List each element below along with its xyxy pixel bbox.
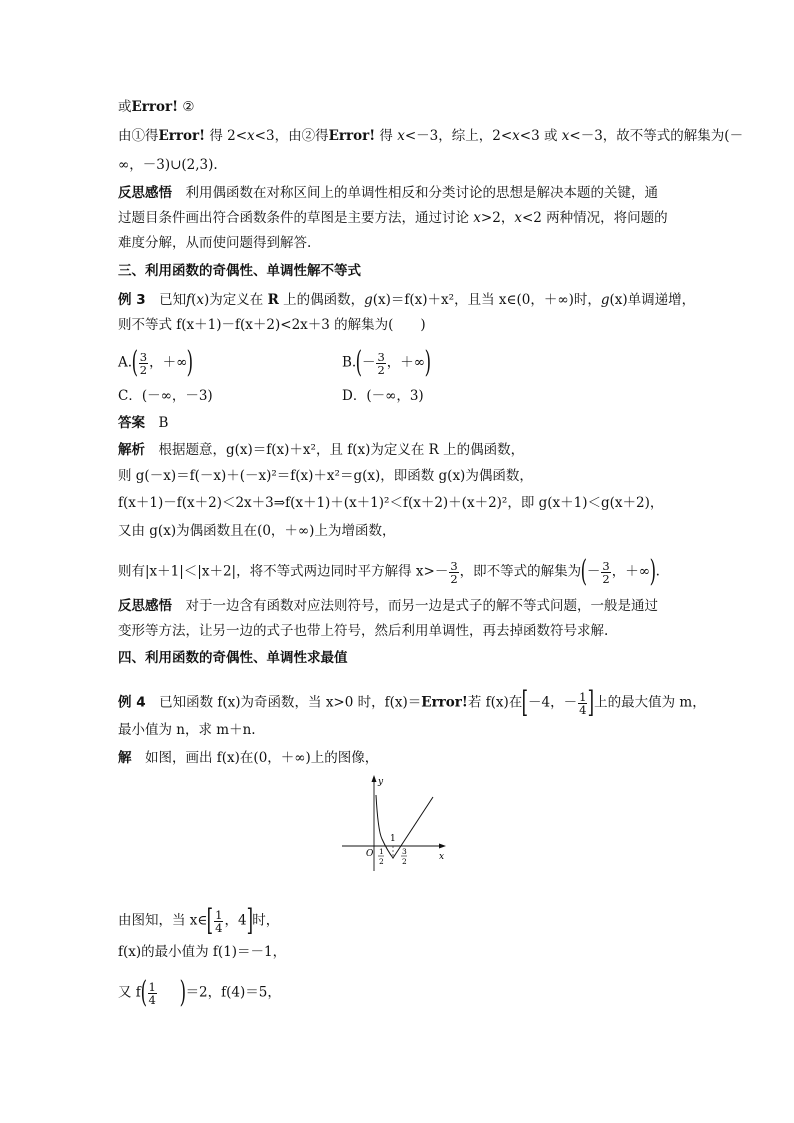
line-case2: 或Error! ② [118,99,195,115]
one-label: 1 [390,834,396,844]
line-case-solution: 由①得Error! 得 2<x<3，由②得Error! 得 x<－3，综上，2<x<3 或 x<－3，故不等式的解集为(－ [118,128,744,144]
analysis-line1: 解析 根据题意，g(x)＝f(x)＋x²，且 f(x)为定义在 R 上的偶函数， [118,442,525,458]
reflection-2-line2: 变形等方法，让另一边的式子也带上符号，然后利用单调性，再去掉函数符号求解. [118,623,609,639]
option-b: B.(－ $\frac{3}{2}$ ，＋∞) [342,345,432,380]
x-label: x [439,852,445,862]
y-label: y [378,777,384,787]
analysis-line2: 则 g(－x)＝f(－x)＋(－x)²＝f(x)＋x²＝g(x)，即函数 g(x)为偶函数， [118,468,533,484]
analysis-line4: 又由 g(x)为偶函数且在(0，＋∞)上为增函数， [118,523,396,539]
example-3-line1: 例 3 已知f(x)为定义在 R 上的偶函数，g(x)＝f(x)＋x²，且当 x∈(0，＋∞)时，g(x)单调递增， [118,292,696,308]
origin-label: O [366,849,374,859]
from-graph-line: 由图知，当 x∈[ $\frac{1}{4}$ ，4]时， [118,903,280,938]
curve-rising-line [393,797,433,858]
half-num: 1 [379,847,384,856]
option-c: C．(－∞，－3) [118,388,213,404]
answer-line: 答案 B [118,415,169,431]
values-line: 又 f( $\frac{1}{4}$ )＝2，f(4)＝5， [118,975,281,1010]
three-half-den: 2 [402,857,407,866]
line-solution-set: ∞，－3)∪(2,3). [118,157,218,173]
reflection-1-line1: 反思感悟 利用偶函数在对称区间上的单调性相反和分类讨论的思想是解决本题的关键，通 [118,185,658,201]
section-3-heading: 三、利用函数的奇偶性、单调性解不等式 [118,263,361,279]
example-4-line1: 例 4 已知函数 f(x)为奇函数，当 x>0 时，f(x)＝Error!若 f(x)在[－4，－ $\frac{1}{4}$ ]上的最大值为 m， [118,685,706,720]
section-4-heading: 四、利用函数的奇偶性、单调性求最值 [118,650,348,666]
x-axis-arrow [439,844,446,849]
function-graph [338,773,450,873]
example-4-line2: 最小值为 n，求 m＋n. [118,722,256,738]
option-d: D．(－∞，3) [342,388,424,404]
analysis-line3: f(x＋1)－f(x＋2)＜2x＋3⇒f(x＋1)＋(x＋1)²＜f(x＋2)＋(x＋2)²，即 g(x＋1)＜g(x＋2)， [118,495,664,511]
solution-line1: 解 如图，画出 f(x)在(0，＋∞)上的图像， [118,750,379,766]
three-half-num: 3 [402,847,407,856]
example-3-line2: 则不等式 f(x＋1)－f(x＋2)<2x＋3 的解集为( ) [118,317,426,333]
reflection-2-line1: 反思感悟 对于一边含有函数对应法则符号，而另一边是式子的解不等式问题，一般是通过 [118,598,658,614]
reflection-1-line3: 难度分解，从而使问题得到解答. [118,235,312,251]
half-den: 2 [379,857,384,866]
analysis-line5: 则有|x＋1|＜|x＋2|，将不等式两边同时平方解得 x>－ $\frac{3}{2}$ ，即不等式的解集为(－ $\frac{3}{2}$ ，＋∞). [118,554,660,589]
option-a: A.( $\frac{3}{2}$ ，＋∞) [118,345,194,380]
y-axis-arrow [372,775,377,782]
reflection-1-line2: 过题目条件画出符合函数条件的草图是主要方法，通过讨论 x>2，x<2 两种情况，将问题的 [118,210,668,226]
min-value-line: f(x)的最小值为 f(1)＝－1， [118,944,287,960]
